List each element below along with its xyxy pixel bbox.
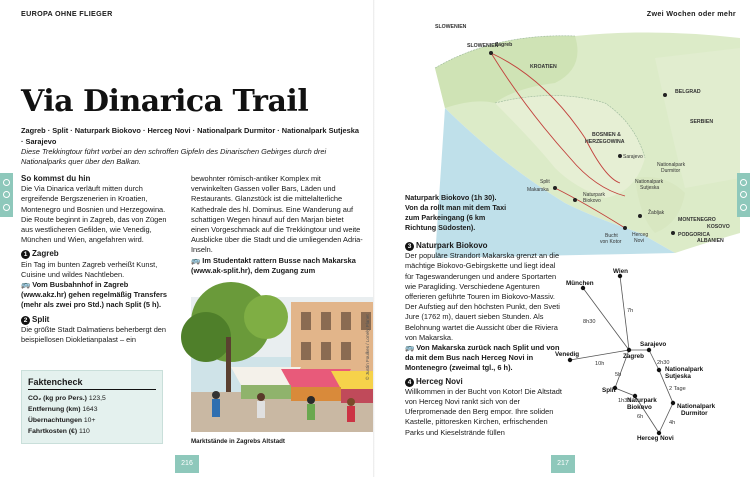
right-page [375,0,750,477]
map-label-herzegowina: HERZEGOWINA [585,139,625,145]
fact-key: Übernachtungen [28,417,83,424]
map-label-np-sutjeska-2: Sutjeska [640,185,660,191]
photo-credit: © Justin Foulkes / Lonely Planet [365,314,370,380]
map-label-kroatien: KROATIEN [530,64,557,70]
map-label-biokovo: Biokovo [583,198,601,204]
map-label-slowenien: SLOWENIEN [467,43,499,49]
page-title: Via Dinarica Trail [21,84,309,119]
stop-number-2: 2 [21,316,30,325]
heading-zagreb [21,249,173,259]
map-label-naturpark: Naturpark [583,192,605,198]
diagram-time: 6h [637,414,644,420]
paragraph-split: Die größte Stadt Dalmatiens beherbergt den beispiellosen Diokletianpalast – ein [21,324,167,345]
map-label-belgrad: BELGRAD [675,89,701,95]
map-label-bucht: Bucht [605,233,618,239]
diagram-time: 7h [627,308,634,314]
fact-value: 1643 [82,406,98,413]
side-tab-right [737,173,750,217]
diagram-node-muenchen: München [566,280,594,287]
tab-icon [740,191,747,198]
diagram-node-np-sutjeska-2: Sutjeska [665,373,691,380]
map-label-makarska: Makarska [527,187,549,193]
tab-icon [3,191,10,198]
diagram-node-sarajevo: Sarajevo [640,341,667,348]
map-label-zagreb: Zagreb [495,42,513,48]
map-label-herceg: Herceg [632,232,649,238]
diagram-node-venedig: Venedig [555,351,580,358]
market-photo [191,297,374,432]
heading-biokovo [405,241,563,251]
side-tab-left [0,173,13,217]
map-continuation-text: Naturpark Biokovo (1h 30). Von da rollt man mit dem Taxi zum Parkeingang (6 km Richtung Südosten). [405,193,507,232]
heading-split-text: Split [32,314,50,324]
page-number-left: 216 [175,455,199,473]
fact-row [28,415,156,426]
heading-biokovo-text: Naturpark Biokovo [416,241,488,250]
route-diagram-svg [555,268,750,458]
diagram-node-np-sutjeska-1: Nationalpark [665,366,704,373]
diagram-time: 8h30 [583,319,596,325]
diagram-time: 1h30 [618,398,631,404]
diagram-node-np-durmitor-1: Nationalpark [677,403,716,410]
text-column-1 [21,174,173,345]
paragraph-biokovo: Der populäre Strandort Makarska grenzt an die mächtige Biokovo-Gebirgskette und liegt ideal für Tageswanderungen und andere Sportarten wie Paragliding. Verschiedene Agenturen offerieren geführte Touren im Biokovo-Massiv. Der Aufstieg auf den höchsten Punkt, den Sveti Jure (1762 m), dauert sieben Stunden. Als Belohnung wartet die Aussicht über die Riviera von Makarska. [405,251,560,342]
paragraph-herceg: Willkommen in der Bucht von Kotor! Die Altstadt von Herceg Novi rankt sich von der Uferpromenade den Berg empor. Ihre soliden Kastelle, pittoresken Kirchen, erfrischenden Parks und Kieselstrände füllen [405,386,562,437]
map-label-albanien: ALBANIEN [697,238,724,244]
paragraph-split-transport [191,256,363,276]
heading-split [21,315,173,325]
page-number-right: 217 [551,455,575,473]
map-label-bosnien: BOSNIEN & [592,132,621,138]
heading-herceg-novi [405,377,563,387]
diagram-time: 2h30 [657,360,670,366]
map-label-novi: Novi [634,238,645,244]
route-stops: Zagreb · Split · Naturpark Biokovo · Herceg Novi · Nationalpark Durmitor · Nationalpark Sutjeska · Sarajevo [21,126,359,146]
map-label-podgorica: PODGORICA [678,232,710,238]
market-photo-illustration [191,297,374,432]
map-label-np-sutjeska-1: Nationalpark [635,179,664,185]
paragraph-so: Die Via Dinarica verläuft mitten durch ergreifende Bergszenerien in Kroatien, Montenegro und Bosnien und Herzegowina. Die Route beginnt in Zagreb, das von Zügen aus westlicheren Gefilden, wie Venedig, München und Wien, angefahren wird. [21,184,167,245]
fact-key: Fahrtkosten (€) [28,428,78,435]
map-label-split: Split [540,179,550,185]
stop-number-4: 4 [405,378,414,387]
diagram-node-zagreb: Zagreb [623,353,644,360]
map-label-np-durmitor-2: Durmitor [661,168,681,174]
diagram-node-split: Split [602,387,616,394]
running-head-right: Zwei Wochen oder mehr [646,9,736,18]
fact-row [28,393,156,404]
diagram-time: 2 Tage [669,386,686,392]
map-label-kosovo: KOSOVO [707,224,730,230]
text-column-3 [405,241,563,438]
running-head-left: EUROPA OHNE FLIEGER [21,9,113,18]
fact-value: 123,5 [88,395,106,402]
bus-icon: 🚌 [191,255,203,265]
route-diagram [555,268,750,458]
fact-value: 10+ [83,417,96,424]
heading-zagreb-text: Zagreb [32,249,59,259]
text-column-2 [191,174,363,276]
paragraph-zagreb-transport [21,280,173,311]
map-label-kotor: von Kotor [600,239,622,245]
zagreb-transport-text: Vom Busbahnhof in Zagreb (www.akz.hr) gehen regelmäßig Transfers (mehr als zwei pro Std.) nach Split (5 h). [21,280,167,310]
fact-key: CO₂ (kg pro Pers.) [28,395,87,402]
paragraph-biokovo-transport [405,343,563,374]
fact-row [28,404,156,415]
diagram-node-naturpark: Naturpark [627,397,657,404]
intro-text: Diese Trekkingtour führt vorbei an den schroffen Gipfeln des Dinarischen Gebirges durch drei Nationalparks quer über den Balkan. [21,147,327,166]
stop-number-3: 3 [405,242,414,251]
map-label: SLOWENIEN [435,24,467,30]
tab-icon [740,179,747,186]
diagram-node-np-durmitor-2: Durmitor [681,410,708,417]
stop-number-1: 1 [21,250,30,259]
tab-icon [3,204,10,211]
map-label-serbien: SERBIEN [690,119,714,125]
fact-check-box [21,370,163,444]
map-label-zabljak: Žabljak [648,210,665,216]
paragraph-zagreb: Ein Tag im bunten Zagreb verheißt Kunst, Cuisine und wildes Nachtleben. [21,259,158,279]
diagram-node-herceg-novi: Herceg Novi [637,435,674,442]
diagram-time: 10h [595,361,605,367]
fact-key: Entfernung (km) [28,406,81,413]
map-label-np-durmitor-1: Nationalpark [657,162,686,168]
split-transport-text: Im Studentakt rattern Busse nach Makarska (www.ak-split.hr), dem Zugang zum [191,255,356,275]
diagram-node-wien: Wien [613,268,628,275]
diagram-node-biokovo: Biokovo [627,404,652,411]
tab-icon [740,204,747,211]
tab-icon [3,179,10,186]
diagram-time: 5h [615,372,622,378]
photo-caption: Marktstände in Zagrebs Altstadt [191,438,285,445]
bus-icon: 🚌 [405,343,417,353]
heading-herceg-text: Herceg Novi [416,376,463,386]
fact-value: 110 [79,428,90,435]
map-label-montenegro: MONTENEGRO [678,217,716,223]
map-label-sarajevo: Sarajevo [623,154,643,160]
fact-check-title: Faktencheck [28,377,156,390]
biokovo-transport-text: Von Makarska zurück nach Split und von da mit dem Bus nach Herceg Novi in Montenegro (zweimal tgl., 6 h). [405,343,560,373]
heading-so-kommst-du-hin: So kommst du hin [21,174,91,183]
bus-icon: 🚌 [21,280,33,290]
diagram-time: 4h [669,420,676,426]
paragraph-split-cont: bewohnter römisch-antiker Komplex mit verwinkelten Gassen voller Bars, Läden und Restaurants. Glanzstück ist die mittelalterliche Kathedrale des hl. Dominus. Eine Wanderung auf schattigen Wegen hinauf auf den Marjan bietet einen Vorgeschmack auf die Trekkingtour und weite Ausblicke über die Stadt und die umliegenden Adria-Inseln. [191,174,363,255]
fact-row [28,426,156,437]
